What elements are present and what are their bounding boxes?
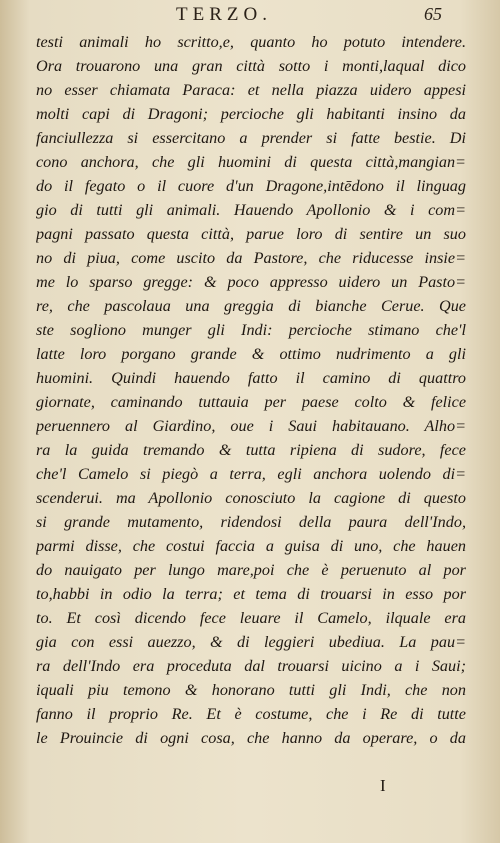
text-line: ste sogliono munger gli Indi: percioche stimano che'l xyxy=(36,321,466,339)
text-line: pagni passato questa città, parue loro di sentire un suo xyxy=(36,225,466,243)
text-line: huomini. Quindi hauendo fatto il camino di quattro xyxy=(36,369,466,387)
text-line: le Prouincie di ogni cosa, che hanno da operare, o da xyxy=(36,729,466,747)
text-line: to. Et così dicendo fece leuare il Camelo, ilquale era xyxy=(36,609,466,627)
text-line: iquali piu temono & honorano tutti gli Indi, che non xyxy=(36,681,466,699)
text-line: gio di tutti gli animali. Hauendo Apollonio & i com= xyxy=(36,201,466,219)
text-line: che'l Camelo si piegò a terra, egli anchora uolendo di= xyxy=(36,465,466,483)
text-line: fanciullezza si essercitano a prender si fatte bestie. Di xyxy=(36,129,466,147)
text-line: parmi disse, che costui faccia a guisa di uno, che hauen xyxy=(36,537,466,555)
text-line: do il fegato o il cuore d'un Dragone,intēdono il linguag xyxy=(36,177,466,195)
text-line: molti capi di Dragoni; percioche gli habitanti insino da xyxy=(36,105,466,123)
text-line: ra dell'Indo era proceduta dal trouarsi uicino a i Saui; xyxy=(36,657,466,675)
running-title: TERZO. xyxy=(176,4,272,25)
text-line: me lo sparso gregge: & poco appresso uidero un Pasto= xyxy=(36,273,466,291)
text-line: no esser chiamata Paraca: et nella piazza uidero appesi xyxy=(36,81,466,99)
text-line: do nauigato per lungo mare,poi che è peruenuto al por xyxy=(36,561,466,579)
page-header xyxy=(0,4,500,30)
text-line: latte loro porgano grande & ottimo nudrimento a gli xyxy=(36,345,466,363)
text-line: no di piua, come uscito da Pastore, che riducesse insie= xyxy=(36,249,466,267)
signature-mark: I xyxy=(380,776,386,795)
text-line: fanno il proprio Re. Et è costume, che i Re di tutte xyxy=(36,705,466,723)
text-line: to,habbi in odio la terra; et tema di trouarsi in esso por xyxy=(36,585,466,603)
text-line: giornate, caminando tuttauia per paese colto & felice xyxy=(36,393,466,411)
text-line: gia con essi auezzo, & di leggieri ubediua. La pau= xyxy=(36,633,466,651)
text-line: si grande mutamento, ridendosi della paura dell'Indo, xyxy=(36,513,466,531)
text-line: testi animali ho scritto,e, quanto ho potuto intendere. xyxy=(36,33,466,51)
text-line: re, che pascolaua una greggia di bianche Cerue. Que xyxy=(36,297,466,315)
body-text xyxy=(36,30,466,750)
text-line: Ora trouarono una gran città sotto i monti,laqual dico xyxy=(36,57,466,75)
text-line: ra la guida tremando & tutta ripiena di sudore, fece xyxy=(36,441,466,459)
page-number: 65 xyxy=(424,4,442,24)
text-line: scenderui. ma Apollonio conosciuto la cagione di questo xyxy=(36,489,466,507)
text-line: peruennero al Giardino, oue i Saui habitauano. Alho= xyxy=(36,417,466,435)
text-line: cono anchora, che gli huomini di questa città,mangian= xyxy=(36,153,466,171)
